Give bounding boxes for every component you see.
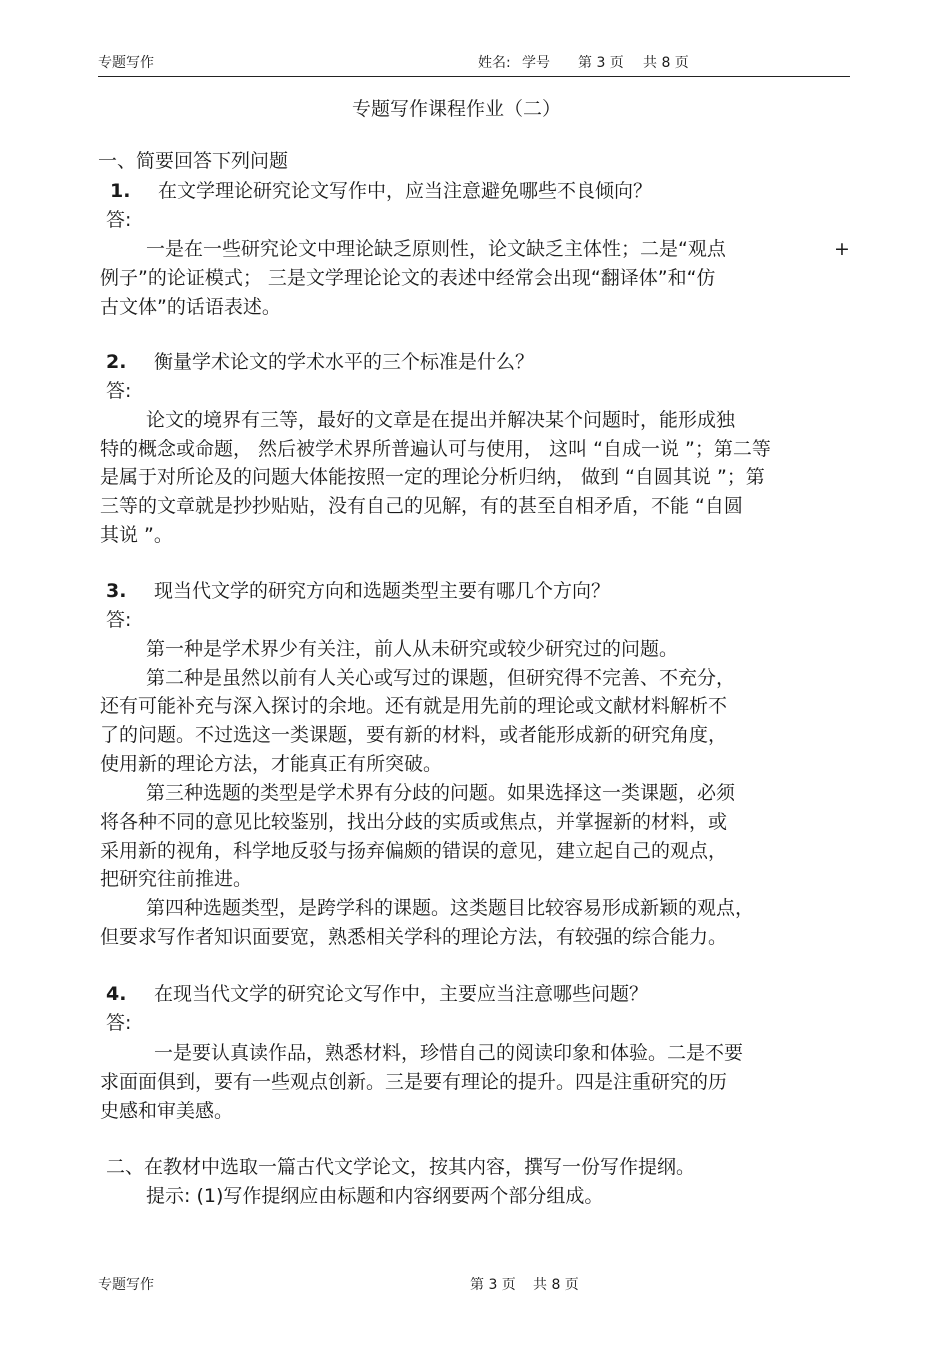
answer-3-line-11: 但要求写作者知识面要宽，熟悉相关学科的理论方法，有较强的综合能力。: [100, 926, 728, 948]
answer-label: 答:: [106, 209, 132, 231]
answer-3-line-8: 采用新的视角，科学地反驳与扬弃偏颇的错误的意见，建立起自己的观点，: [100, 840, 728, 862]
answer-4-line-1: 一是要认真读作品，熟悉材料，珍惜自己的阅读印象和体验。二是不要: [154, 1042, 744, 1064]
question-number: 3.: [106, 580, 127, 602]
answer-3-line-6: 第三种选题的类型是学术界有分歧的问题。如果选择这一类课题，必须: [146, 782, 736, 804]
section2-heading: 二、在教材中选取一篇古代文学论文，按其内容，撰写一份写作提纲。: [106, 1156, 696, 1178]
question-text: 衡量学术论文的学术水平的三个标准是什么？: [154, 351, 535, 373]
footer-course: 专题写作: [98, 1277, 154, 1293]
question-3: [106, 576, 610, 603]
answer-3-line-3: 还有可能补充与深入探讨的余地。还有就是用先前的理论或文献材料解析不: [100, 695, 728, 717]
header-course: 专题写作: [98, 55, 154, 71]
answer-3-line-1: 第一种是学术界少有关注，前人从未研究或较少研究过的问题。: [146, 638, 679, 660]
question-text: 在现当代文学的研究论文写作中，主要应当注意哪些问题？: [154, 983, 649, 1005]
answer-1-line-1: 一是在一些研究论文中理论缺乏原则性，论文缺乏主体性；二是“观点: [146, 238, 726, 260]
answer-3-line-4: 了的问题。不过选这一类课题，要有新的材料，或者能形成新的研究角度，: [100, 724, 728, 746]
header-id-label: 学号: [522, 55, 550, 71]
answer-label: 答:: [106, 609, 132, 631]
section1-heading: 一、简要回答下列问题: [98, 150, 289, 172]
answer-2-line-4: 三等的文章就是抄抄贴贴，没有自己的见解，有的甚至自相矛盾，不能 “自圆: [100, 495, 743, 517]
header-divider: [98, 76, 850, 77]
question-number: 1.: [110, 180, 131, 202]
header-name-label: 姓名:: [478, 55, 511, 71]
answer-1-line-3: 古文体”的话语表述。: [100, 296, 281, 318]
answer-2-line-1: 论文的境界有三等，最好的文章是在提出并解决某个问题时，能形成独: [146, 409, 736, 431]
answer-3-line-7: 将各种不同的意见比较鉴别，找出分歧的实质或焦点，并掌握新的材料，或: [100, 811, 728, 833]
answer-label: 答:: [106, 380, 132, 402]
page-title: 专题写作课程作业（二）: [352, 98, 562, 120]
question-number: 2.: [106, 351, 127, 373]
answer-4-line-3: 史感和审美感。: [100, 1100, 234, 1122]
question-1: [110, 176, 652, 203]
question-number: 4.: [106, 983, 127, 1005]
question-4: [106, 979, 648, 1006]
answer-3-line-10: 第四种选题类型，是跨学科的课题。这类题目比较容易形成新颖的观点，: [146, 897, 755, 919]
footer-total: 共 8 页: [533, 1277, 579, 1293]
section2-hint: 提示: (1)写作提纲应由标题和内容纲要两个部分组成。: [146, 1185, 604, 1207]
header-total: 共 8 页: [643, 55, 689, 71]
answer-3-line-5: 使用新的理论方法，才能真正有所突破。: [100, 753, 443, 775]
footer-page: 第 3 页: [470, 1277, 516, 1293]
question-2: [106, 347, 534, 374]
question-text: 现当代文学的研究方向和选题类型主要有哪几个方向？: [154, 580, 611, 602]
plus-sign: +: [834, 238, 850, 260]
answer-3-line-2: 第二种是虽然以前有人关心或写过的课题，但研究得不完善、不充分，: [146, 667, 736, 689]
answer-2-line-3: 是属于对所论及的问题大体能按照一定的理论分析归纳， 做到 “自圆其说 ”；第: [100, 466, 765, 488]
answer-label: 答:: [106, 1012, 132, 1034]
answer-2-line-5: 其说 ”。: [100, 524, 173, 546]
answer-2-line-2: 特的概念或命题， 然后被学术界所普遍认可与使用， 这叫 “自成一说 ”；第二等: [100, 438, 771, 460]
header-page: 第 3 页: [578, 55, 624, 71]
answer-3-line-9: 把研究往前推进。: [100, 868, 253, 890]
answer-1-line-2: 例子”的论证模式； 三是文学理论论文的表述中经常会出现“翻译体”和“仿: [100, 267, 716, 289]
answer-4-line-2: 求面面俱到，要有一些观点创新。三是要有理论的提升。四是注重研究的历: [100, 1071, 728, 1093]
question-text: 在文学理论研究论文写作中，应当注意避免哪些不良倾向？: [158, 180, 653, 202]
